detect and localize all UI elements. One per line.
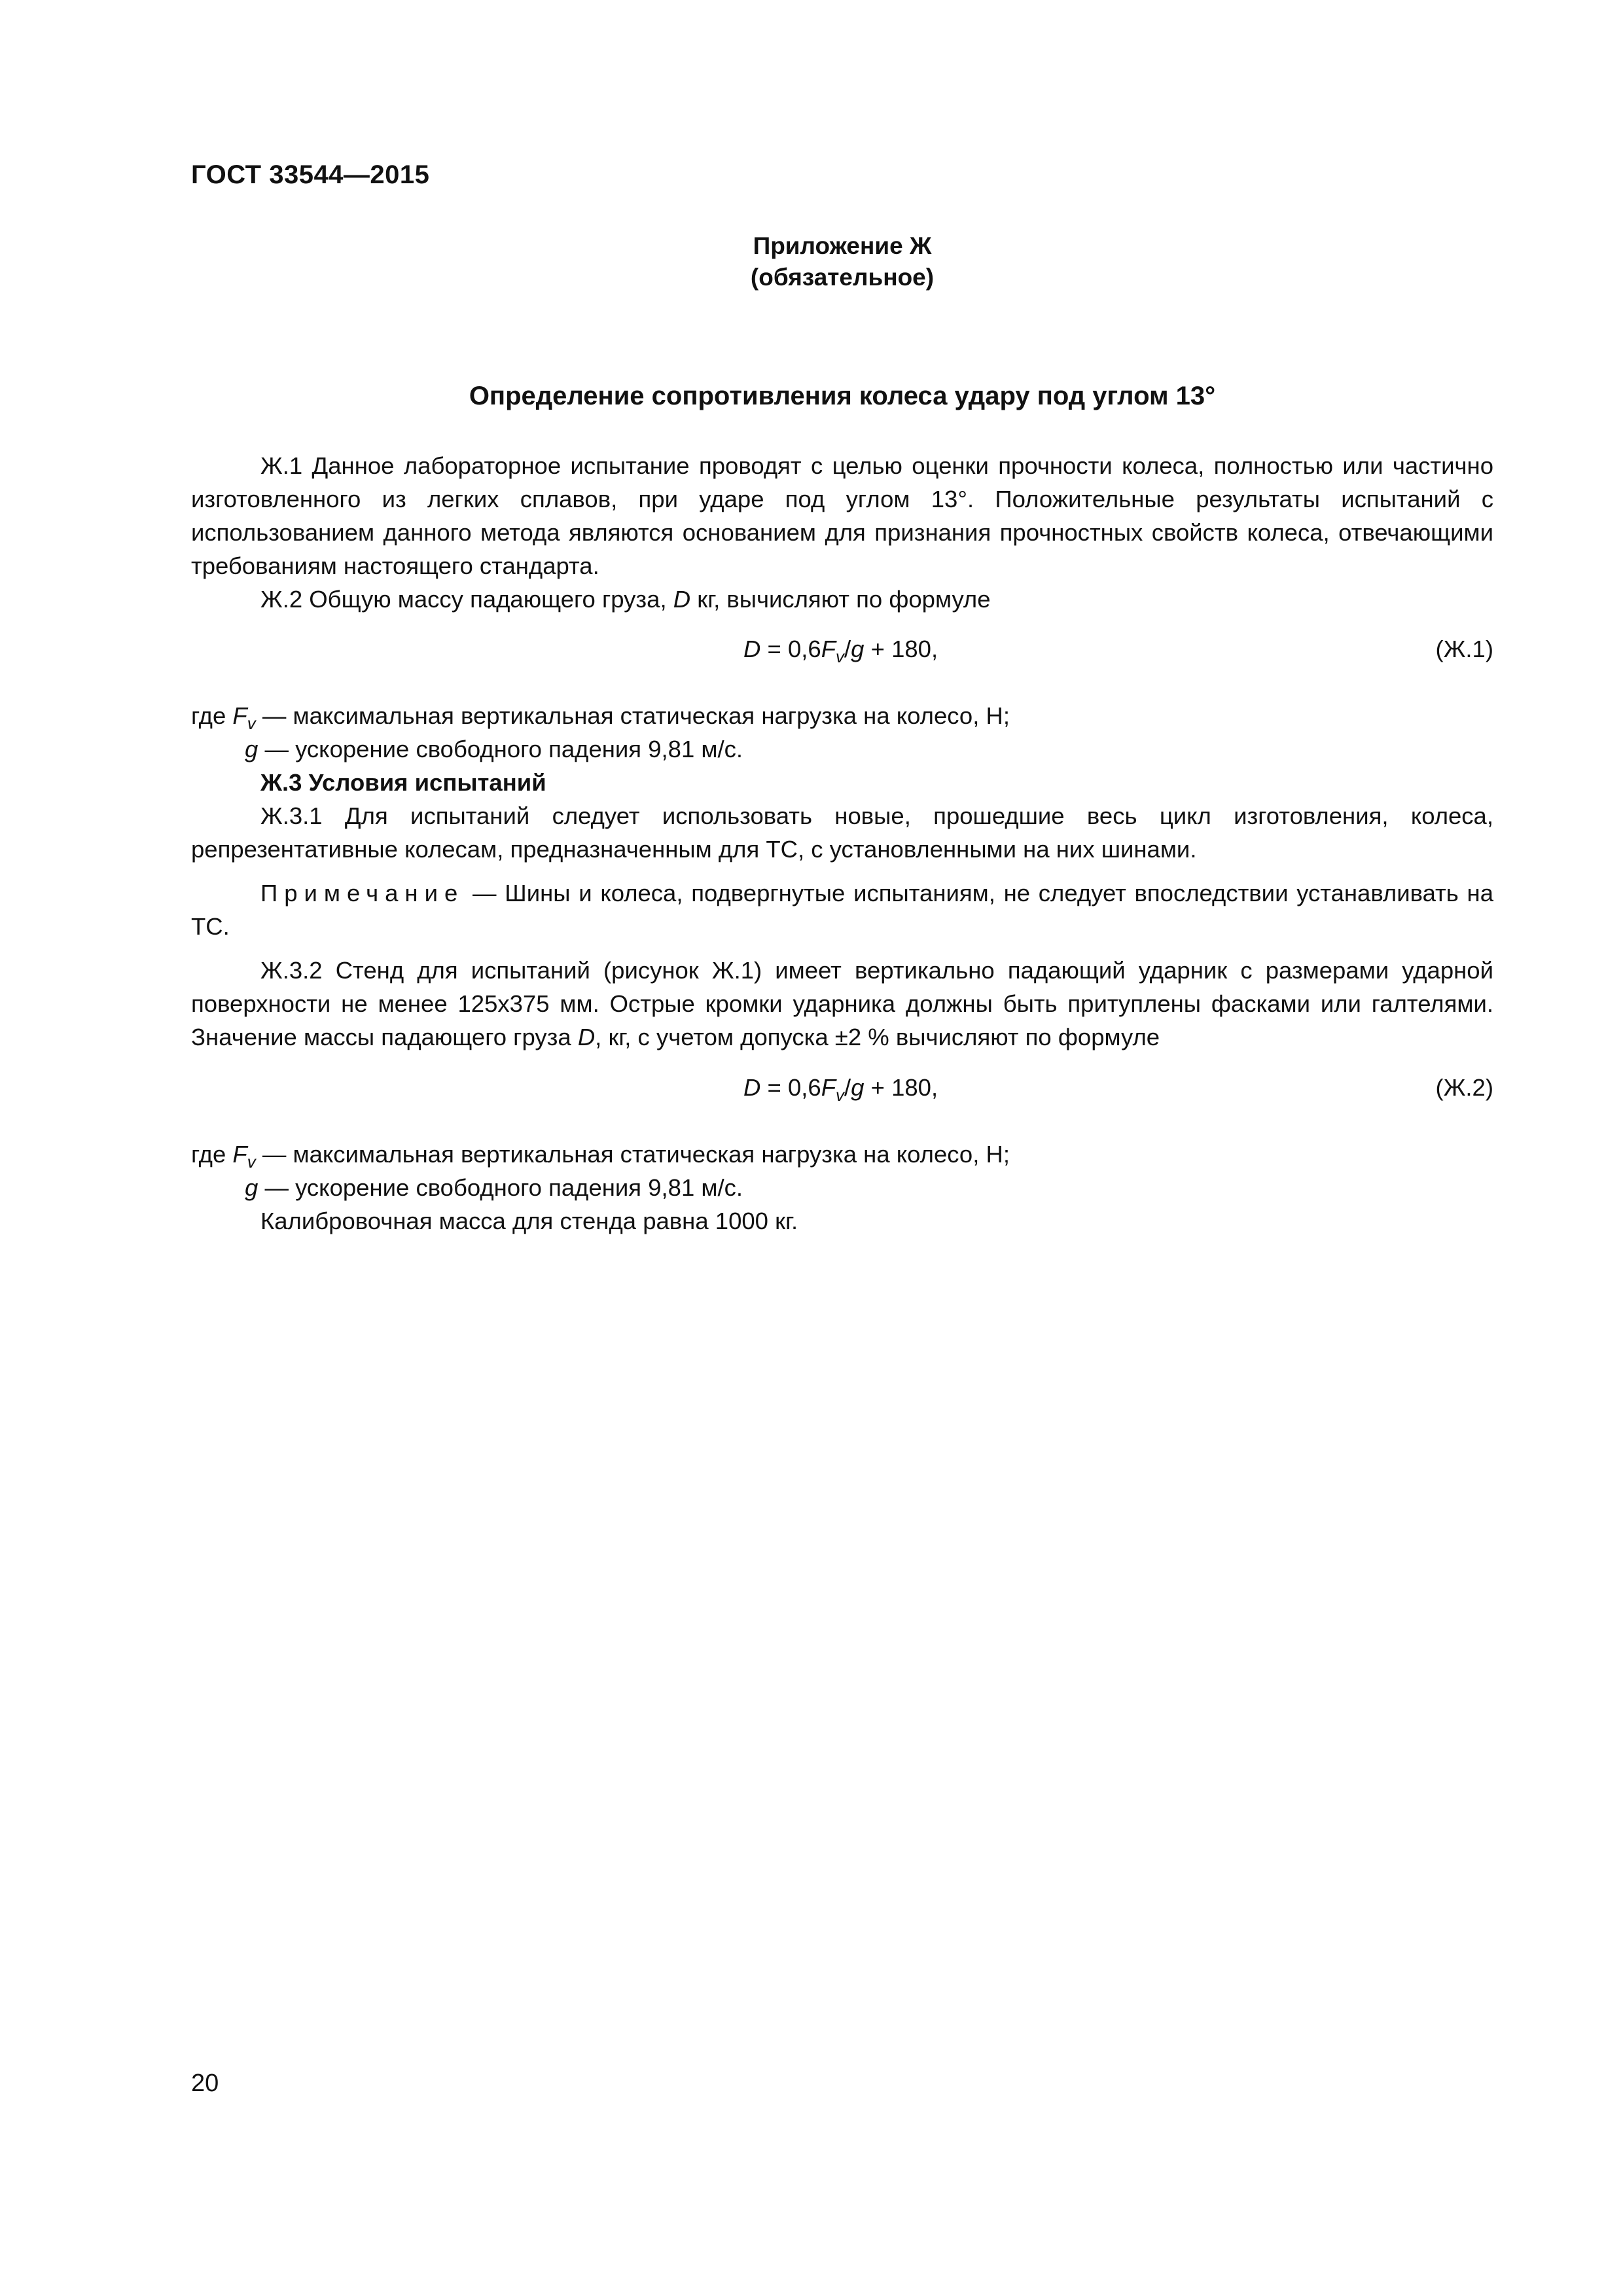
zh32-var-d: D (577, 1024, 596, 1050)
annex-label: Приложение Ж (753, 232, 932, 259)
where1-f-desc: — максимальная вертикальная статическая нагрузка на колесо, Н; (255, 702, 1010, 729)
formula-zh1-number: (Ж.1) (1435, 636, 1493, 662)
formula-zh2 (191, 1071, 1493, 1104)
formula-zh1-f: F (821, 636, 836, 662)
where1-f: F (232, 702, 247, 729)
paragraph-zh31: Ж.3.1 Для испытаний следует использовать новые, прошедшие весь цикл изготовления, колеса, репрезентативные колесам, предназначенным для ТС, с установленными на них шинами. (191, 802, 1493, 863)
formula-zh1-slash: / (844, 636, 851, 662)
document-code-header: ГОСТ 33544—2015 (191, 160, 430, 189)
calibration-line: Калибровочная масса для стенда равна 1000 кг. (260, 1208, 798, 1234)
note-text: — Шины и колеса, подвергнутые испытаниям, не следует впоследствии устанавливать на ТС. (191, 880, 1493, 940)
where1-f-line (191, 699, 1493, 732)
formula-zh2-slash: / (844, 1074, 851, 1101)
where2-f-line (191, 1138, 1493, 1171)
where2-g-desc: — ускорение свободного падения 9,81 м/с. (258, 1174, 743, 1201)
note (191, 876, 1493, 943)
where1-g-line (191, 732, 1493, 766)
paragraph-zh2 (191, 583, 1493, 616)
section-zh1-zh2 (191, 449, 1493, 616)
where2-word: где (191, 1141, 233, 1168)
formula-zh1-mid: = 0,6 (760, 636, 821, 662)
formula-zh2-f-sub: v (836, 1085, 844, 1105)
where1-g: g (245, 736, 259, 762)
where1-g-desc: — ускорение свободного падения 9,81 м/с. (258, 736, 743, 762)
annex-status: (обязательное) (750, 264, 935, 291)
where2-g: g (245, 1174, 259, 1201)
formula-zh1-expression (743, 632, 938, 666)
where2-g-line (191, 1171, 1493, 1204)
formula-zh1-lhs: D (743, 636, 761, 662)
zh32-text2: , кг, с учетом допуска ±2 % вычисляют по формуле (595, 1024, 1160, 1050)
zh2-var-d: D (673, 586, 691, 613)
zh2-suffix: кг, вычисляют по формуле (690, 586, 991, 613)
section-where1-zh3 (191, 699, 1493, 1054)
annex-title: Определение сопротивления колеса удару под углом 13° (469, 382, 1216, 410)
formula-zh2-f: F (821, 1074, 836, 1101)
formula-zh1 (191, 632, 1493, 666)
formula-zh1-f-sub: v (836, 647, 844, 666)
formula-zh2-mid: = 0,6 (760, 1074, 821, 1101)
zh32-text1: Ж.3.2 Стенд для испытаний (рисунок Ж.1) имеет вертикально падающий ударник с размерами ударной поверхности не менее 125х375 мм. Острые кромки ударника должны быть притуплены фасками или галтелями. Значение массы падающего груза (191, 957, 1493, 1050)
section-where2 (191, 1138, 1493, 1238)
formula-zh2-lhs: D (743, 1074, 761, 1101)
formula-zh1-rest: + 180, (864, 636, 938, 662)
where2-f: F (232, 1141, 247, 1168)
where2-f-sub: v (247, 1152, 256, 1172)
page-number: 20 (191, 2070, 219, 2097)
where1-word: где (191, 702, 233, 729)
where2-f-desc: — максимальная вертикальная статическая нагрузка на колесо, Н; (255, 1141, 1010, 1168)
formula-zh2-expression (743, 1071, 938, 1104)
section-heading-zh3: Ж.3 Условия испытаний (260, 769, 546, 796)
formula-zh2-g: g (851, 1074, 865, 1101)
note-label: Примечание (260, 880, 465, 906)
paragraph-zh1: Ж.1 Данное лабораторное испытание проводят с целью оценки прочности колеса, полностью или частично изготовленного из легких сплавов, при ударе под углом 13°. Положительные результаты испытаний с использованием данного метода являются основанием для признания прочностных свойств колеса, отвечающими требованиям настоящего стандарта. (191, 452, 1493, 579)
formula-zh1-g: g (851, 636, 865, 662)
where1-f-sub: v (247, 713, 256, 733)
formula-zh2-rest: + 180, (864, 1074, 938, 1101)
zh2-prefix: Ж.2 Общую массу падающего груза, (260, 586, 673, 613)
formula-zh2-number: (Ж.2) (1435, 1074, 1493, 1101)
paragraph-zh32 (191, 954, 1493, 1054)
